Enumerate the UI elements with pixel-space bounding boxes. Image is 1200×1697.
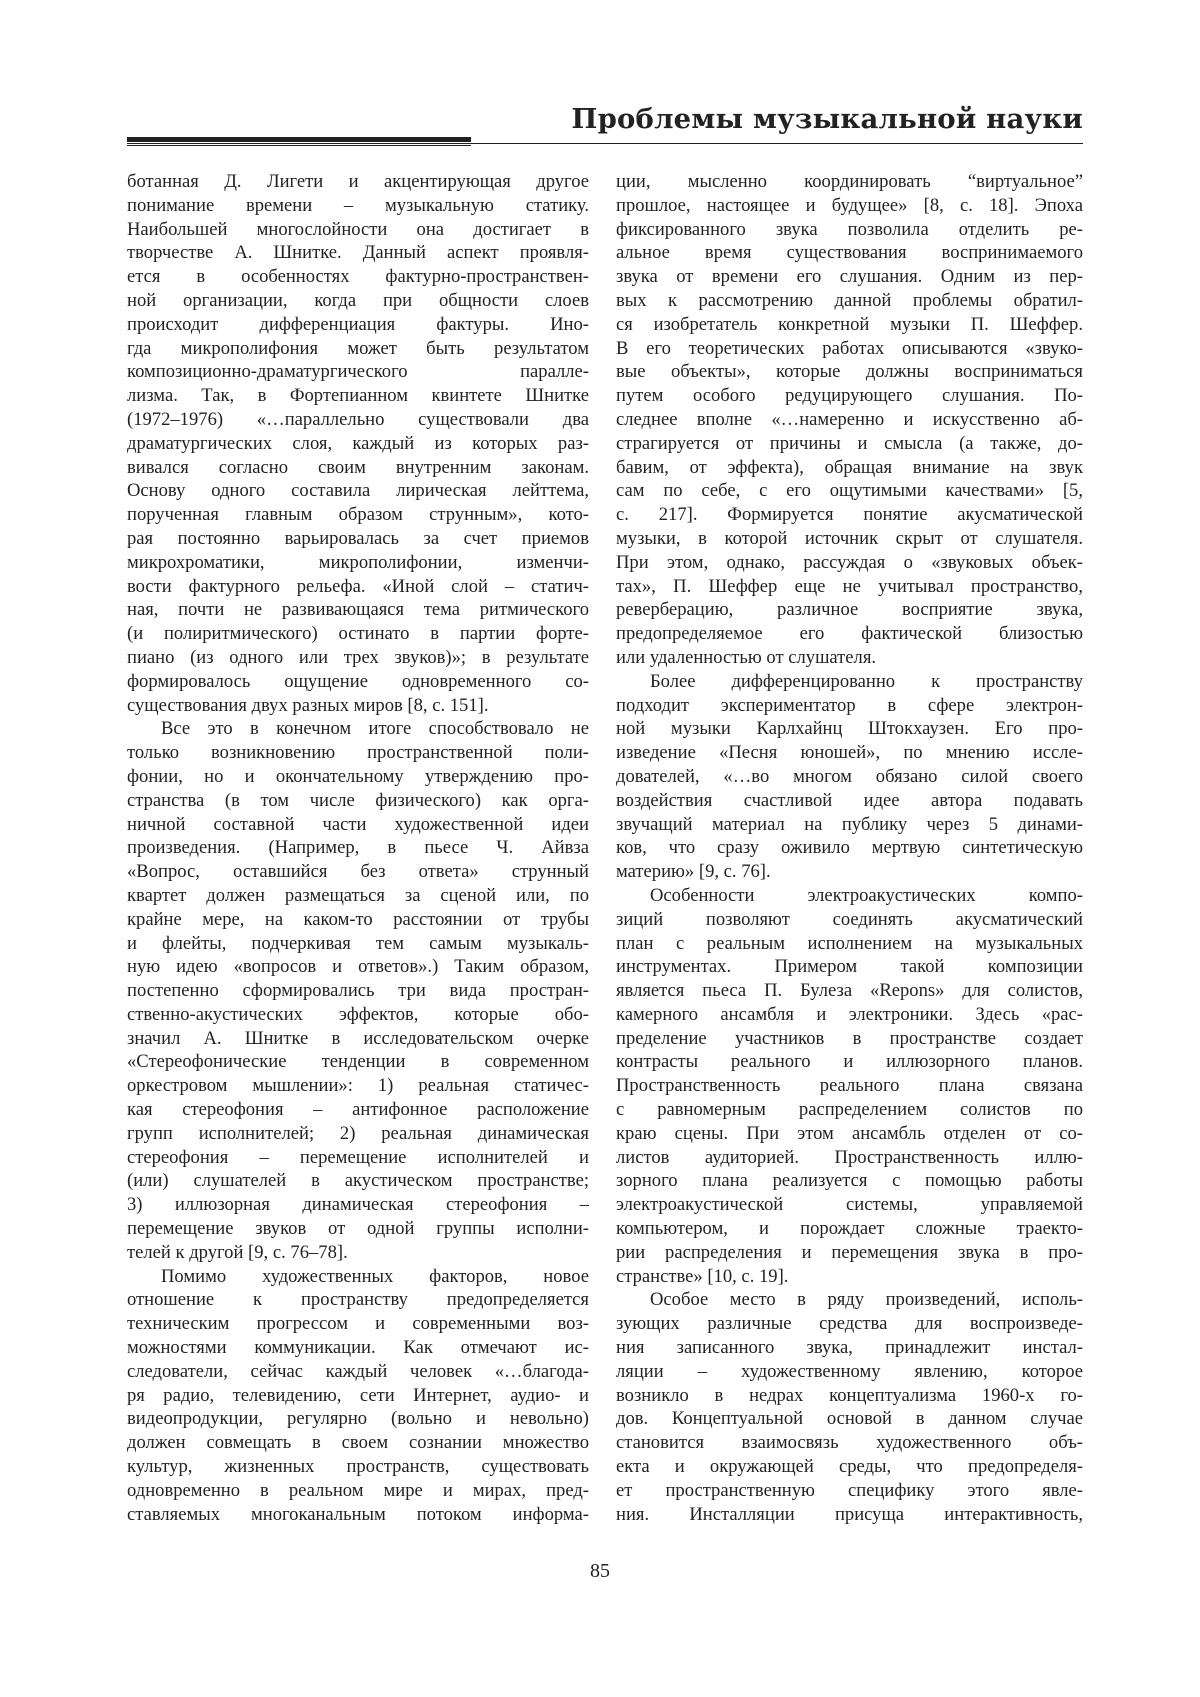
text-line: ляции – художественному явлению, которое bbox=[616, 1360, 1083, 1382]
text-line: является пьеса П. Булеза «Repons» для солистов, bbox=[616, 980, 1083, 1002]
text-column-left bbox=[127, 170, 589, 1526]
text-line: ственно-акустических эффектов, которые обо- bbox=[127, 1003, 589, 1025]
text-line: зующих различные средства для воспроизведе- bbox=[616, 1313, 1083, 1335]
text-line: изведение «Песня юношей», по мнению иссле- bbox=[616, 742, 1083, 764]
text-line: понимание времени – музыкальную статику. bbox=[127, 194, 589, 216]
text-line: стереофония – перемещение исполнителей и bbox=[127, 1146, 589, 1168]
text-line: пределение участников в пространстве создает bbox=[616, 1027, 1083, 1049]
text-line: (или) слушателей в акустическом пространстве; bbox=[127, 1170, 589, 1192]
text-line: существования двух разных миров [8, с. 151]. bbox=[127, 694, 489, 716]
text-line: Основу одного составила лирическая лейттема, bbox=[127, 480, 589, 502]
text-line: 3) иллюзорная динамическая стереофония – bbox=[127, 1194, 589, 1216]
text-line: микрохроматики, микрополифонии, изменчи- bbox=[127, 551, 589, 573]
text-line: видеопродукции, регулярно (вольно и невольно) bbox=[127, 1408, 589, 1430]
text-line: страгируется от причины и смысла (а также, до- bbox=[616, 432, 1083, 454]
text-line: вых к рассмотрению данной проблемы обратил- bbox=[616, 289, 1083, 311]
text-line: звука от времени его слушания. Одним из пер- bbox=[616, 266, 1083, 288]
text-line: фонии, но и окончательному утверждению про- bbox=[127, 765, 589, 787]
text-line: ную идею «вопросов и ответов».) Таким образом, bbox=[127, 956, 589, 978]
text-line: контрасты реального и иллюзорного планов. bbox=[616, 1051, 1083, 1073]
text-line: альное время существования воспринимаемого bbox=[616, 242, 1083, 264]
text-line: становится взаимосвязь художественного объ- bbox=[616, 1432, 1083, 1454]
text-line: прошлое, настоящее и будущее» [8, с. 18]. Эпоха bbox=[616, 194, 1083, 216]
text-line: листов аудиторией. Пространственность иллю- bbox=[616, 1146, 1083, 1168]
text-line: предопределяемое его фактической близостью bbox=[616, 623, 1083, 645]
text-line: ставляемых многоканальным потоком информа- bbox=[127, 1503, 589, 1525]
text-line: план с реальным исполнением на музыкальных bbox=[616, 932, 1083, 954]
text-line: рая постоянно варьировалась за счет приемов bbox=[127, 527, 589, 549]
text-line: формировалось ощущение одновременного со- bbox=[127, 670, 589, 692]
text-line: ков, что сразу оживило мертвую синтетическую bbox=[616, 837, 1083, 859]
text-line: драматургических слоя, каждый из которых раз- bbox=[127, 432, 589, 454]
text-line: «Вопрос, оставшийся без ответа» струнный bbox=[127, 861, 589, 883]
text-line: вые объекты», которые должны восприниматься bbox=[616, 361, 1083, 383]
text-line: гда микрополифония может быть результатом bbox=[127, 337, 589, 359]
text-line: кая стереофония – антифонное расположение bbox=[127, 1099, 589, 1121]
text-line: только возникновению пространственной поли- bbox=[127, 742, 589, 764]
text-line: ния. Инсталляции присуща интерактивность, bbox=[616, 1503, 1083, 1525]
text-line: ся изобретатель конкретной музыки П. Шеффер. bbox=[616, 313, 1083, 335]
text-line: ной организации, когда при общности слоев bbox=[127, 289, 589, 311]
header-rule bbox=[127, 143, 1083, 144]
text-line: перемещение звуков от одной группы исполни- bbox=[127, 1218, 589, 1240]
text-line: с. 217]. Формируется понятие акусматической bbox=[616, 504, 1083, 526]
text-line: дователей, «…во многом обязано силой своего bbox=[616, 765, 1083, 787]
header-double-rule bbox=[127, 137, 471, 146]
text-line: Особое место в ряду произведений, исполь- bbox=[650, 1289, 1083, 1311]
text-line: компьютером, и порождает сложные траекто- bbox=[616, 1218, 1083, 1240]
text-line: лизма. Так, в Фортепианном квинтете Шнитке bbox=[127, 385, 589, 407]
text-line: можностями коммуникации. Как отмечают ис- bbox=[127, 1337, 589, 1359]
text-line: постепенно сформировались три вида простран- bbox=[127, 980, 589, 1002]
text-line: отношение к пространству предопределяется bbox=[127, 1289, 589, 1311]
text-line: с равномерным распределением солистов по bbox=[616, 1099, 1083, 1121]
text-line: странства (в том числе физического) как орга- bbox=[127, 789, 589, 811]
text-line: звучащий материал на публику через 5 динами- bbox=[616, 813, 1083, 835]
text-line: одновременно в реальном мире и мирах, пред- bbox=[127, 1479, 589, 1501]
text-line: тах», П. Шеффер еще не учитывал пространство, bbox=[616, 575, 1083, 597]
text-line: Особенности электроакустических компо- bbox=[650, 884, 1083, 906]
running-header-title: Проблемы музыкальной науки bbox=[571, 103, 1083, 135]
text-line: зиций позволяют соединять акусматический bbox=[616, 908, 1083, 930]
text-line: электроакустической системы, управляемой bbox=[616, 1194, 1083, 1216]
text-line: групп исполнителей; 2) реальная динамическая bbox=[127, 1122, 589, 1144]
text-line: музыки, в которой источник скрыт от слушателя. bbox=[616, 527, 1083, 549]
text-line: произведения. (Например, в пьесе Ч. Айвза bbox=[127, 837, 589, 859]
text-line: ции, мысленно координировать “виртуальное” bbox=[616, 171, 1083, 192]
text-line: ет пространственную специфику этого явле- bbox=[616, 1479, 1083, 1501]
text-line: значил А. Шнитке в исследовательском очерке bbox=[127, 1027, 589, 1049]
page-number: 85 bbox=[590, 1560, 610, 1582]
text-line: техническим прогрессом и современными воз- bbox=[127, 1313, 589, 1335]
text-line: Все это в конечном итоге способствовало не bbox=[161, 718, 589, 740]
text-line: (1972–1976) «…параллельно существовали два bbox=[127, 408, 589, 430]
text-line: «Стереофонические тенденции в современном bbox=[127, 1051, 589, 1073]
text-line: квартет должен размещаться за сценой или, по bbox=[127, 884, 589, 906]
text-line: воздействия счастливой идее автора подавать bbox=[616, 789, 1083, 811]
text-column-right bbox=[616, 170, 1083, 1526]
text-line: происходит дифференциация фактуры. Ино- bbox=[127, 313, 589, 335]
text-line: краю сцены. При этом ансамбль отделен от со- bbox=[616, 1122, 1083, 1144]
text-line: дов. Концептуальной основой в данном случае bbox=[616, 1408, 1083, 1430]
text-line: ря радио, телевидению, сети Интернет, аудио- и bbox=[127, 1384, 589, 1406]
text-line: рии распределения и перемещения звука в про- bbox=[616, 1241, 1083, 1263]
text-line: сам по себе, с его ощутимыми качествами» [5, bbox=[616, 480, 1083, 502]
text-line: ботанная Д. Лигети и акцентирующая другое bbox=[127, 171, 589, 192]
text-line: камерного ансамбля и электроники. Здесь «рас- bbox=[616, 1003, 1083, 1025]
text-line: При этом, однако, рассуждая о «звуковых объек- bbox=[616, 551, 1083, 573]
text-line: оркестровом мышлении»: 1) реальная статичес- bbox=[127, 1075, 589, 1097]
text-line: материю» [9, с. 76]. bbox=[616, 861, 771, 883]
text-line: Наибольшей многослойности она достигает в bbox=[127, 218, 589, 240]
text-line: телей к другой [9, с. 76–78]. bbox=[127, 1241, 348, 1263]
text-line: порученная главным образом струнным», кото- bbox=[127, 504, 589, 526]
text-line: культур, жизненных пространств, существовать bbox=[127, 1456, 589, 1478]
text-line: возникло в недрах концептуализма 1960-х го- bbox=[616, 1384, 1083, 1406]
text-line: Помимо художественных факторов, новое bbox=[161, 1265, 589, 1287]
text-line: путем особого редуцирующего слушания. По- bbox=[616, 385, 1083, 407]
text-line: ния записанного звука, принадлежит инстал- bbox=[616, 1337, 1083, 1359]
text-line: (и полиритмического) остинато в партии форте- bbox=[127, 623, 589, 645]
text-line: и флейты, подчеркивая тем самым музыкаль- bbox=[127, 932, 589, 954]
text-line: бавим, от эффекта), обращая внимание на звук bbox=[616, 456, 1083, 478]
text-line: пиано (из одного или трех звуков)»; в результате bbox=[127, 646, 589, 668]
text-line: фиксированного звука позволила отделить ре- bbox=[616, 218, 1083, 240]
text-line: ная, почти не развивающаяся тема ритмического bbox=[127, 599, 589, 621]
text-line: ется в особенностях фактурно-пространствен- bbox=[127, 266, 589, 288]
text-line: ной музыки Карлхайнц Штокхаузен. Его про- bbox=[616, 718, 1083, 740]
text-line: В его теоретических работах описываются «звуко- bbox=[616, 337, 1083, 359]
text-line: или удаленностью от слушателя. bbox=[616, 646, 877, 668]
text-line: вости фактурного рельефа. «Иной слой – статич- bbox=[127, 575, 589, 597]
text-line: странстве» [10, с. 19]. bbox=[616, 1265, 789, 1287]
text-line: композиционно-драматургического паралле- bbox=[127, 361, 589, 383]
text-line: реверберацию, различное восприятие звука, bbox=[616, 599, 1083, 621]
text-line: Более дифференцированно к пространству bbox=[650, 670, 1083, 692]
text-line: инструментах. Примером такой композиции bbox=[616, 956, 1083, 978]
text-line: следнее вполне «…намеренно и искусственно аб- bbox=[616, 408, 1083, 430]
text-line: зорного плана реализуется с помощью работы bbox=[616, 1170, 1083, 1192]
text-line: подходит экспериментатор в сфере электрон- bbox=[616, 694, 1083, 716]
text-line: следователи, сейчас каждый человек «…благода- bbox=[127, 1360, 589, 1382]
text-line: ничной составной части художественной идеи bbox=[127, 813, 589, 835]
text-line: творчестве А. Шнитке. Данный аспект проявля- bbox=[127, 242, 589, 264]
text-line: вивался согласно своим внутренним законам. bbox=[127, 456, 589, 478]
text-line: должен совмещать в своем сознании множество bbox=[127, 1432, 589, 1454]
text-line: Пространственность реального плана связана bbox=[616, 1075, 1083, 1097]
text-line: екта и окружающей среды, что предопределя- bbox=[616, 1456, 1083, 1478]
text-line: крайне мере, на каком-то расстоянии от трубы bbox=[127, 908, 589, 930]
